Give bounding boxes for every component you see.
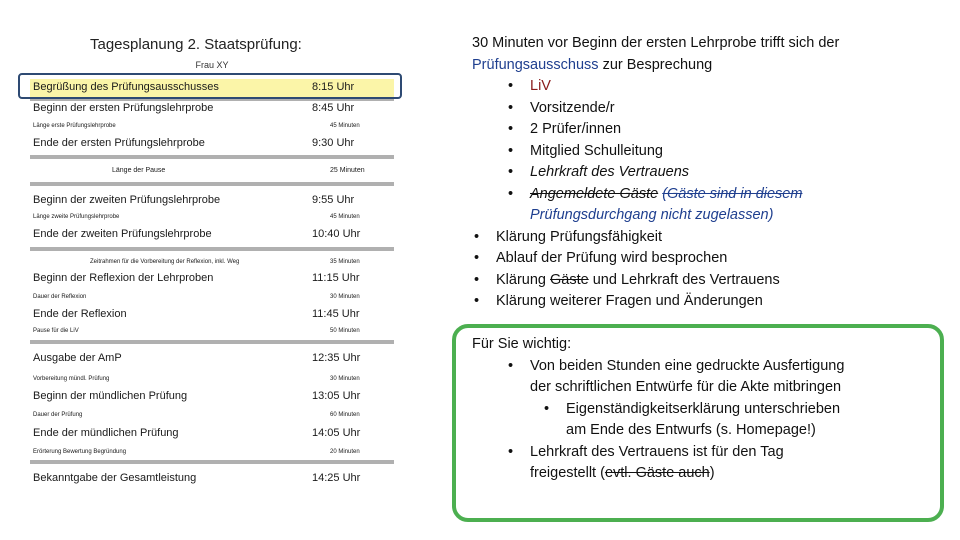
schedule-row (30, 470, 394, 488)
row-label: Ende der Reflexion (33, 308, 127, 320)
row-value: 10:40 Uhr (312, 228, 361, 240)
row-value: 35 Minuten (330, 259, 360, 265)
schedule-row (30, 425, 394, 443)
schedule-row (30, 325, 394, 337)
schedule-title: Tagesplanung 2. Staatsprüfung: (90, 36, 302, 53)
intro-part: 30 Minuten vor Beginn der ersten Lehrprobe trifft sich der (472, 35, 840, 51)
row-value: 30 Minuten (330, 294, 360, 300)
row-label: Pause für die LiV (33, 328, 79, 334)
list-item (472, 141, 942, 163)
row-label: Ende der mündlichen Prüfung (33, 427, 179, 439)
important-text: freigestellt ( (530, 465, 605, 481)
intro-committee: Prüfungsausschuss (472, 57, 599, 73)
bullet-icon: • (508, 78, 514, 94)
schedule-row (30, 350, 394, 368)
row-value: 50 Minuten (330, 328, 360, 334)
list-item (472, 98, 942, 120)
list-item (472, 291, 942, 313)
row-value: 11:15 Uhr (312, 272, 360, 284)
row-value: 20 Minuten (330, 449, 360, 455)
row-label: Beginn der Reflexion der Lehrproben (33, 272, 214, 284)
list-item (472, 442, 932, 464)
row-value: 30 Minuten (330, 376, 360, 382)
row-label: Dauer der Prüfung (33, 412, 83, 418)
intro-text (472, 32, 942, 76)
schedule-row (30, 100, 394, 118)
schedule-row (30, 373, 394, 385)
member-label: Vorsitzende/r (530, 99, 615, 116)
list-item (472, 162, 942, 184)
schedule-row (30, 409, 394, 421)
list-item (472, 227, 942, 249)
bullet-icon: • (508, 443, 514, 460)
bullet-icon: • (508, 164, 514, 180)
important-heading: Für Sie wichtig: (472, 336, 572, 352)
notes-panel (472, 32, 942, 313)
important-text: der schriftlichen Entwürfe für die Akte mitbringen (530, 379, 842, 395)
row-value: 12:35 Uhr (312, 352, 361, 364)
points-list (472, 227, 942, 313)
important-text: Eigenständigkeitserklärung unterschrieben (566, 400, 841, 417)
row-value: 9:30 Uhr (312, 137, 355, 149)
row-value: 45 Minuten (330, 123, 360, 129)
bullet-icon: • (474, 293, 480, 309)
intro-part: zur Besprechung (602, 57, 713, 73)
schedule-row (30, 120, 394, 132)
row-label: Vorbereitung mündl. Prüfung (33, 376, 110, 382)
row-value: 60 Minuten (330, 412, 360, 418)
row-label: Begrüßung des Prüfungsausschusses (33, 81, 219, 93)
bullet-icon: • (508, 142, 514, 159)
row-value: 9:55 Uhr (312, 194, 355, 206)
list-item (472, 76, 942, 98)
row-separator (30, 155, 394, 159)
point-label: Ablauf der Prüfung wird besprochen (496, 250, 728, 266)
schedule-row (30, 163, 394, 181)
row-value: 13:05 Uhr (312, 390, 361, 402)
row-value: 8:45 Uhr (312, 102, 355, 114)
important-text: ) (709, 465, 715, 481)
row-separator (30, 247, 394, 251)
schedule-subtitle: Frau XY (195, 60, 229, 70)
list-item (472, 248, 942, 270)
row-separator (30, 182, 394, 186)
row-value: 8:15 Uhr (312, 81, 355, 93)
bullet-icon: • (474, 228, 480, 245)
important-line (472, 463, 932, 485)
bullet-icon: • (508, 357, 514, 374)
list-item (472, 356, 932, 378)
row-label: Länge zweite Prüfungslehrprobe (33, 214, 120, 220)
schedule-row (30, 306, 394, 324)
important-text: Von beiden Stunden eine gedruckte Ausfertigung (530, 357, 845, 374)
point-label: Klärung (496, 271, 546, 288)
row-value: 11:45 Uhr (312, 308, 360, 320)
important-struck: evtl. Gäste auch (604, 465, 710, 481)
bullet-icon: • (474, 271, 480, 288)
point-label: Klärung weiterer Fragen und Änderungen (496, 293, 763, 309)
schedule-row (30, 388, 394, 406)
row-value: 14:25 Uhr (312, 472, 361, 484)
row-value: 25 Minuten (330, 167, 365, 174)
schedule-row (30, 256, 394, 268)
guests-note: Prüfungsdurchgang nicht zugelassen) (530, 207, 774, 223)
schedule-row (30, 446, 394, 458)
row-label: Beginn der mündlichen Prüfung (33, 390, 188, 402)
member-label: 2 Prüfer/innen (530, 121, 622, 137)
row-label: Bekanntgabe der Gesamtleistung (33, 472, 197, 484)
row-label: Länge der Pause (112, 167, 166, 174)
row-label: Beginn der zweiten Prüfungslehrprobe (33, 194, 221, 206)
row-label: Dauer der Reflexion (33, 294, 87, 300)
schedule-row (30, 226, 394, 244)
row-label: Zeitrahmen für die Vorbereitung der Reflexion, inkl. Weg (90, 259, 240, 265)
row-separator (30, 460, 394, 464)
bullet-icon: • (544, 400, 550, 417)
schedule-row (30, 192, 394, 210)
row-label: Ausgabe der AmP (33, 352, 122, 364)
point-label: Klärung Prüfungsfähigkeit (496, 228, 663, 245)
row-label: Erörterung Bewertung Begründung (33, 449, 127, 455)
important-text: am Ende des Entwurfs (s. Homepage!) (566, 422, 816, 438)
member-label: Mitglied Schulleitung (530, 142, 663, 159)
schedule-row (30, 211, 394, 223)
list-item (472, 184, 942, 227)
guests-note: (Gäste sind in diesem (662, 185, 803, 202)
list-item (472, 270, 942, 292)
point-struck: Gäste (550, 271, 589, 288)
bullet-icon: • (474, 250, 480, 266)
bullet-icon: • (508, 99, 514, 116)
row-label: Länge erste Prüfungslehrprobe (33, 123, 116, 129)
row-label: Ende der zweiten Prüfungslehrprobe (33, 228, 212, 240)
important-text: Lehrkraft des Vertrauens ist für den Tag (530, 443, 784, 460)
bullet-icon: • (508, 185, 514, 202)
list-item (472, 119, 942, 141)
list-item (472, 399, 932, 421)
member-label: Lehrkraft des Vertrauens (530, 164, 690, 180)
row-value: 45 Minuten (330, 214, 360, 220)
schedule-row (30, 270, 394, 288)
row-value: 14:05 Uhr (312, 427, 361, 439)
member-label: LiV (530, 78, 551, 94)
bullet-icon: • (508, 121, 514, 137)
row-label: Ende der ersten Prüfungslehrprobe (33, 137, 205, 149)
point-label: und Lehrkraft des Vertrauens (592, 271, 780, 288)
important-content (472, 334, 932, 485)
schedule-row (30, 135, 394, 153)
guests-struck: Angemeldete Gäste (530, 185, 659, 202)
row-label: Beginn der ersten Prüfungslehrprobe (33, 102, 214, 114)
schedule-row (30, 291, 394, 303)
row-separator (30, 340, 394, 344)
highlight-frame (18, 73, 402, 99)
members-list (472, 76, 942, 227)
